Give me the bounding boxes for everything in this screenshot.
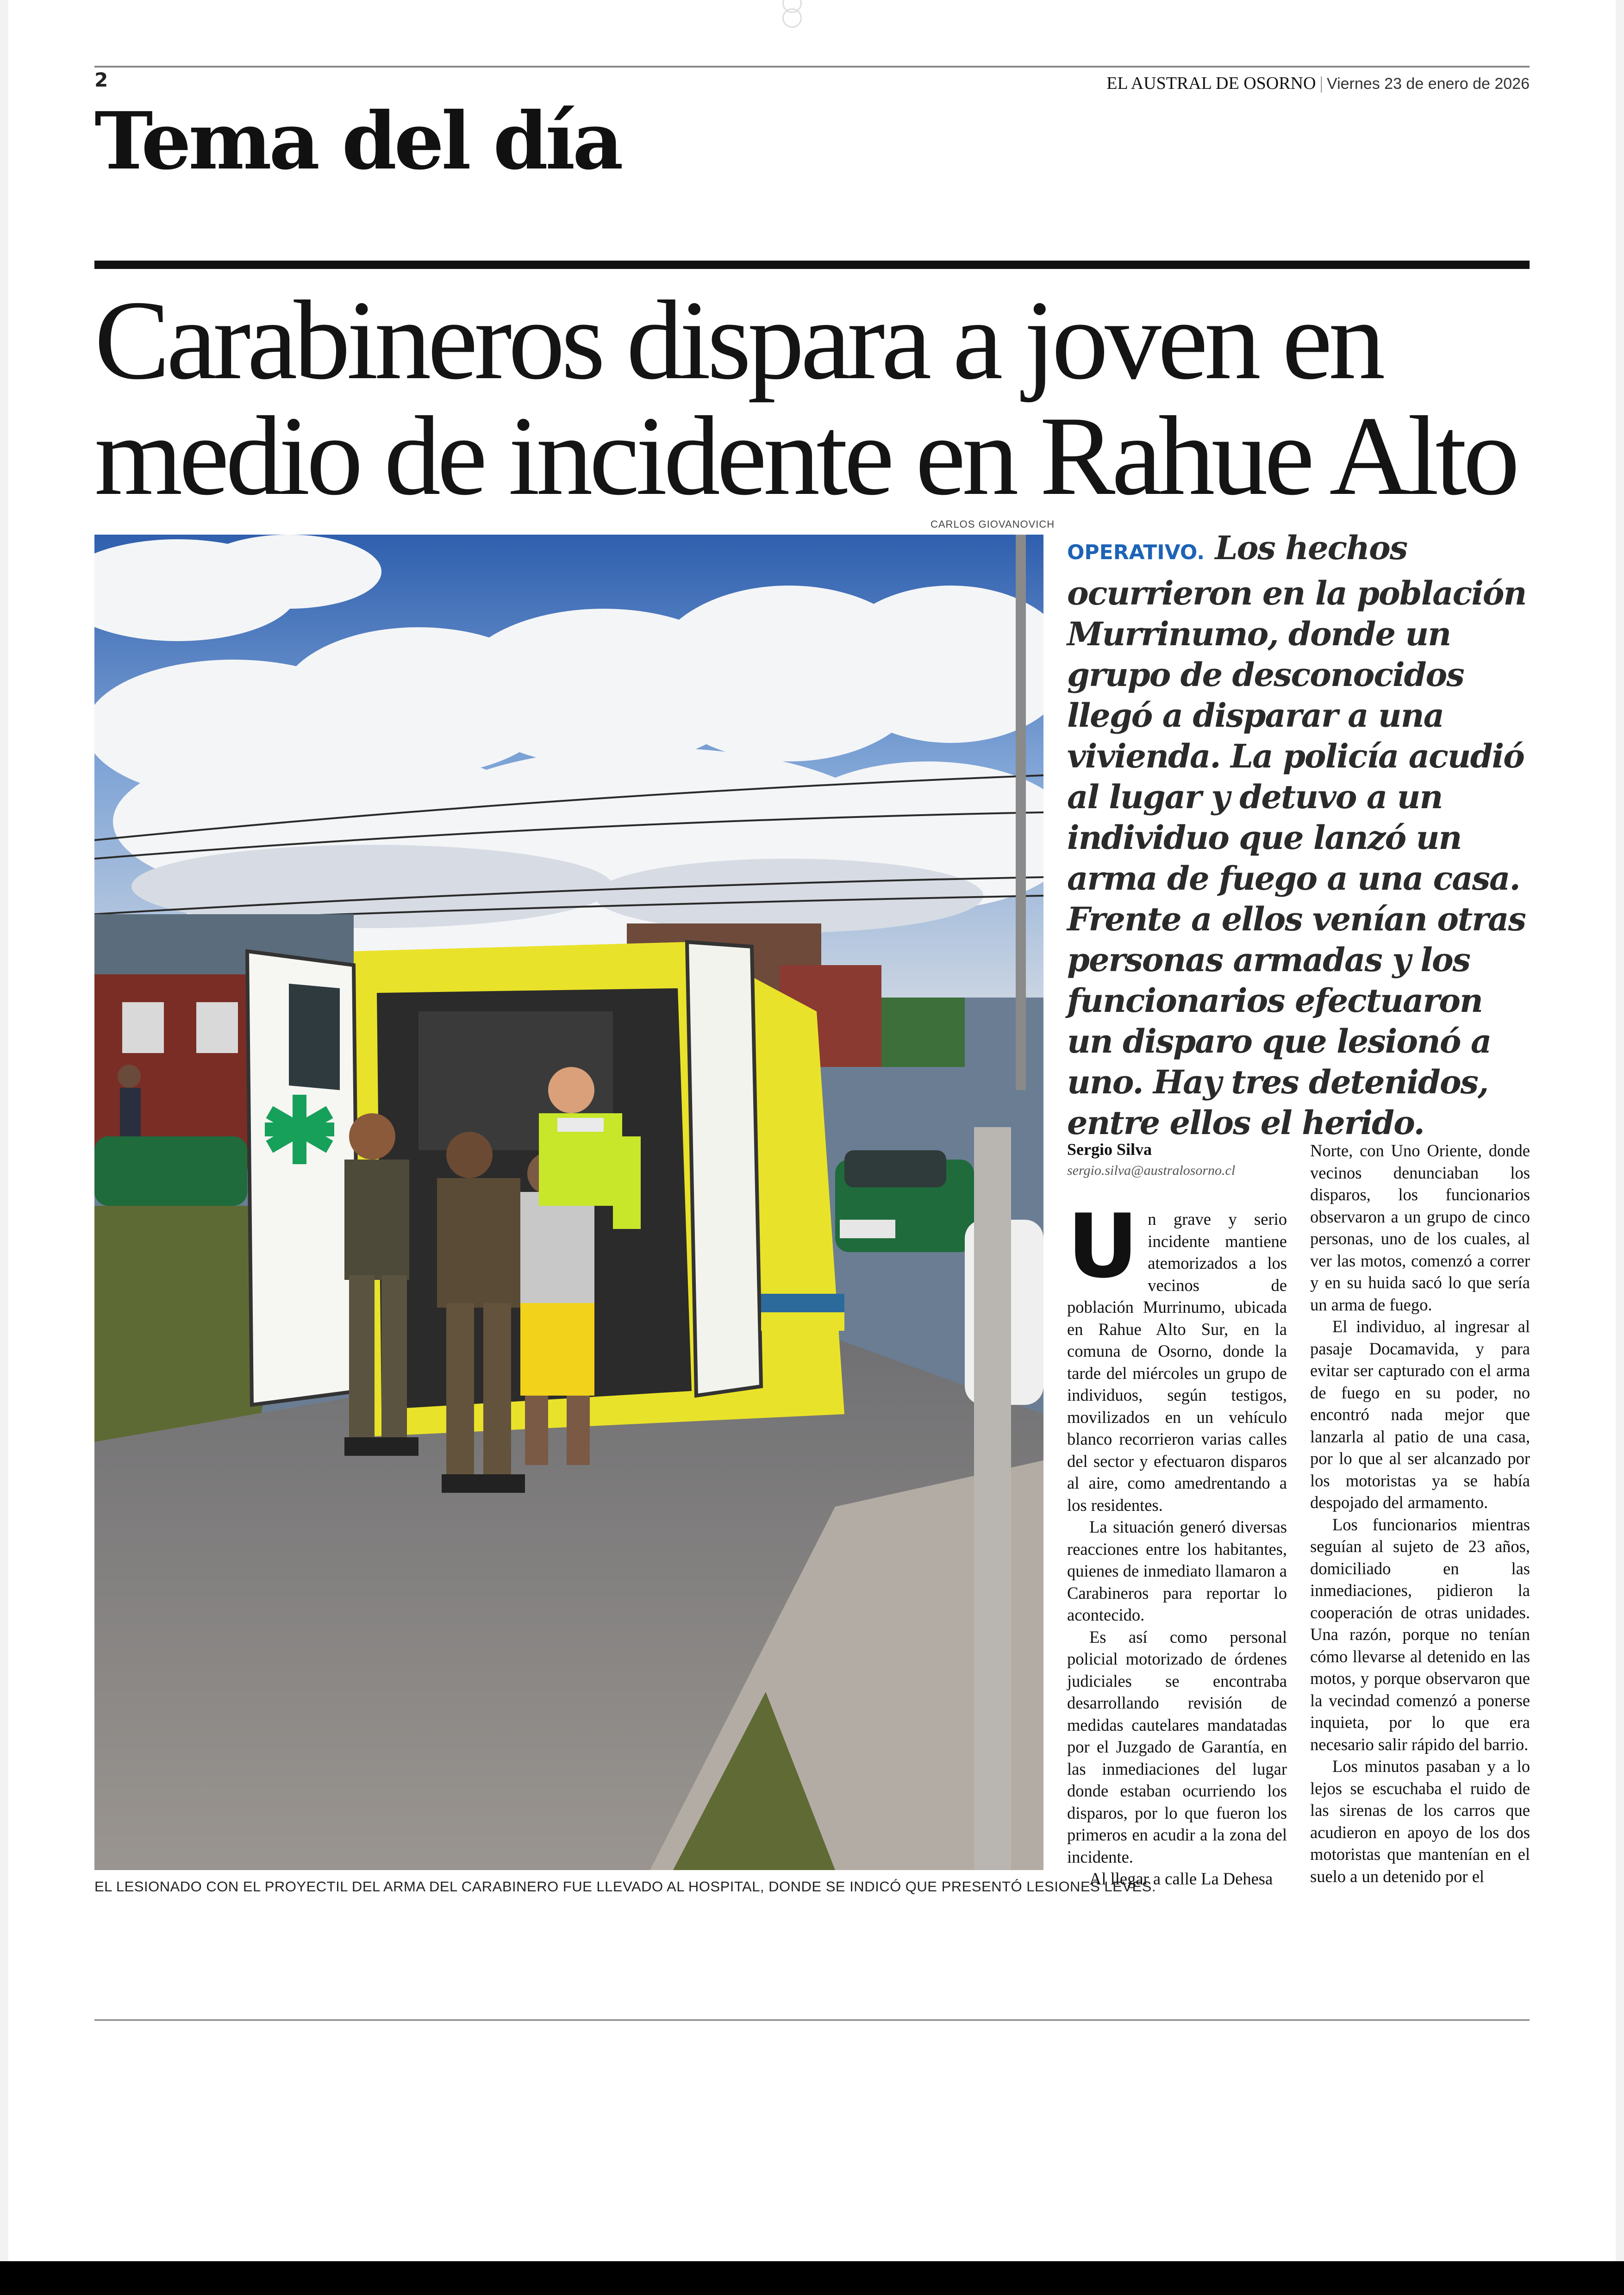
bottom-rule bbox=[94, 2019, 1530, 2021]
parked-car-left bbox=[94, 1136, 247, 1206]
body-column-2 bbox=[1310, 1140, 1530, 1887]
police-car-window bbox=[844, 1150, 946, 1187]
door-window bbox=[289, 984, 340, 1090]
lead-tag: OPERATIVO. bbox=[1067, 541, 1205, 564]
ambulance-right-door bbox=[687, 942, 761, 1396]
body-paragraph: Un grave y serio incidente mantiene atemorizados a los vecinos de población Murrinumo, ubicada en Rahue Alto Sur, en la comuna de Osorno, donde la tarde del miércoles un grupo de individuos, según testigos, movilizados en un vehículo blanco recorrieron varias calles del sector y efectuaron disparos al aire, como amedrentando a los residentes. bbox=[1067, 1195, 1287, 1515]
utility-pole bbox=[974, 1127, 1011, 1870]
masthead-separator: | bbox=[1319, 74, 1324, 93]
house-window bbox=[122, 1002, 164, 1053]
masthead bbox=[1106, 73, 1530, 94]
photo-credit: CARLOS GIOVANOVICH bbox=[931, 518, 1055, 530]
body-paragraph: Los minutos pasaban y a lo lejos se escuchaba el ruido de las sirenas de los carros que acudieron en apoyo de los dos motoristas que mantenían en el suelo a un detenido por el bbox=[1310, 1757, 1530, 1886]
headline-line-2: medio de incidente en Rahue Alto bbox=[94, 393, 1516, 518]
section-title: Tema del día bbox=[94, 95, 621, 187]
page-number: 2 bbox=[94, 69, 108, 91]
body-paragraph: El individuo, al ingresar al pasaje Docamavida, y para evitar ser capturado con el arma de fuego en su poder, no encontró nada mejor que lanzarla al patio de una casa, por lo que al ser alcanzado por los motoristas ya se había despojado del armamento. bbox=[1310, 1317, 1530, 1512]
page-edge-right bbox=[1616, 0, 1624, 2261]
body-paragraph: Es así como personal policial motorizado de órdenes judiciales se encontraba desarrollando revisión de medidas cautelares mandatadas por el Juzgado de Garantía, en las inmediaciones del lugar donde estaban ocurriendo los disparos, por lo que fueron los primeros en acudir a la zona del incidente. bbox=[1067, 1627, 1287, 1866]
body-paragraph: Los funcionarios mientras seguían al sujeto de 23 años, domiciliado en las inmediaciones, pidieron la cooperación de otras unidades. Una razón, porque no tenían cómo llevarse al detenido en las motos, y porque observaron que la vecindad comenzó a ponerse inquieta, por lo que era necesario salir rápido del barrio. bbox=[1310, 1515, 1530, 1754]
issue-date: Viernes 23 de enero de 2026 bbox=[1327, 75, 1530, 93]
page-navigation-dots[interactable] bbox=[782, 0, 829, 14]
newspaper-name: EL AUSTRAL DE OSORNO bbox=[1106, 74, 1316, 93]
ambulance-scene-illustration bbox=[94, 535, 1043, 1870]
header-rule bbox=[94, 66, 1530, 68]
author-name: Sergio Silva bbox=[1067, 1140, 1152, 1159]
police-car-plate bbox=[840, 1220, 895, 1238]
tree bbox=[881, 998, 965, 1067]
headline bbox=[94, 277, 1548, 518]
body-paragraph: Al llegar a calle La Dehesa bbox=[1089, 1869, 1273, 1888]
body-column-1 bbox=[1067, 1195, 1287, 1890]
byline bbox=[1067, 1140, 1280, 1179]
headline-line-1: Carabineros dispara a joven en bbox=[94, 277, 1382, 403]
lead-paragraph bbox=[1067, 528, 1530, 1143]
house-window bbox=[196, 1002, 238, 1053]
photo-caption: EL LESIONADO CON EL PROYECTIL DEL ARMA DEL CARABINERO FUE LLEVADO AL HOSPITAL, DONDE SE INDICÓ QUE PRESENTÓ LESIONES LEVES. bbox=[94, 1878, 1156, 1895]
section-rule bbox=[94, 261, 1530, 269]
lead-text: Los hechos ocurrieron en la población Murrinumo, donde un grupo de desconocidos llegó a disparar a una vivienda. La policía acudió al lugar y detuvo a un individuo que lanzó un arma de fuego a una casa. Frente a ellos venían otras personas armadas y los funcionarios efectuaron un disparo que lesionó a uno. Hay tres detenidos, entre ellos el herido. bbox=[1067, 529, 1526, 1142]
body-paragraph: La situación generó diversas reacciones entre los habitantes, quienes de inmediato llamaron a Carabineros para reportar lo acontecido. bbox=[1067, 1517, 1287, 1624]
author-email[interactable]: sergio.silva@australosorno.cl bbox=[1067, 1163, 1236, 1178]
body-paragraph: Norte, con Uno Oriente, donde vecinos denunciaban los disparos, los funcionarios observaron a un grupo de cinco personas, uno de los cuales, al ver las motos, comenzó a correr y en su huida sacó lo que sería un arma de fuego. bbox=[1310, 1141, 1530, 1314]
viewer-footer-bar bbox=[0, 2261, 1624, 2295]
ambulance-checker-stripe bbox=[761, 1294, 844, 1331]
drop-cap: U bbox=[1067, 1195, 1139, 1297]
news-photo bbox=[94, 535, 1043, 1870]
page-edge-left bbox=[0, 0, 8, 2261]
street-lamp-pole bbox=[1016, 535, 1026, 1090]
nav-dot-icon[interactable] bbox=[782, 8, 802, 28]
